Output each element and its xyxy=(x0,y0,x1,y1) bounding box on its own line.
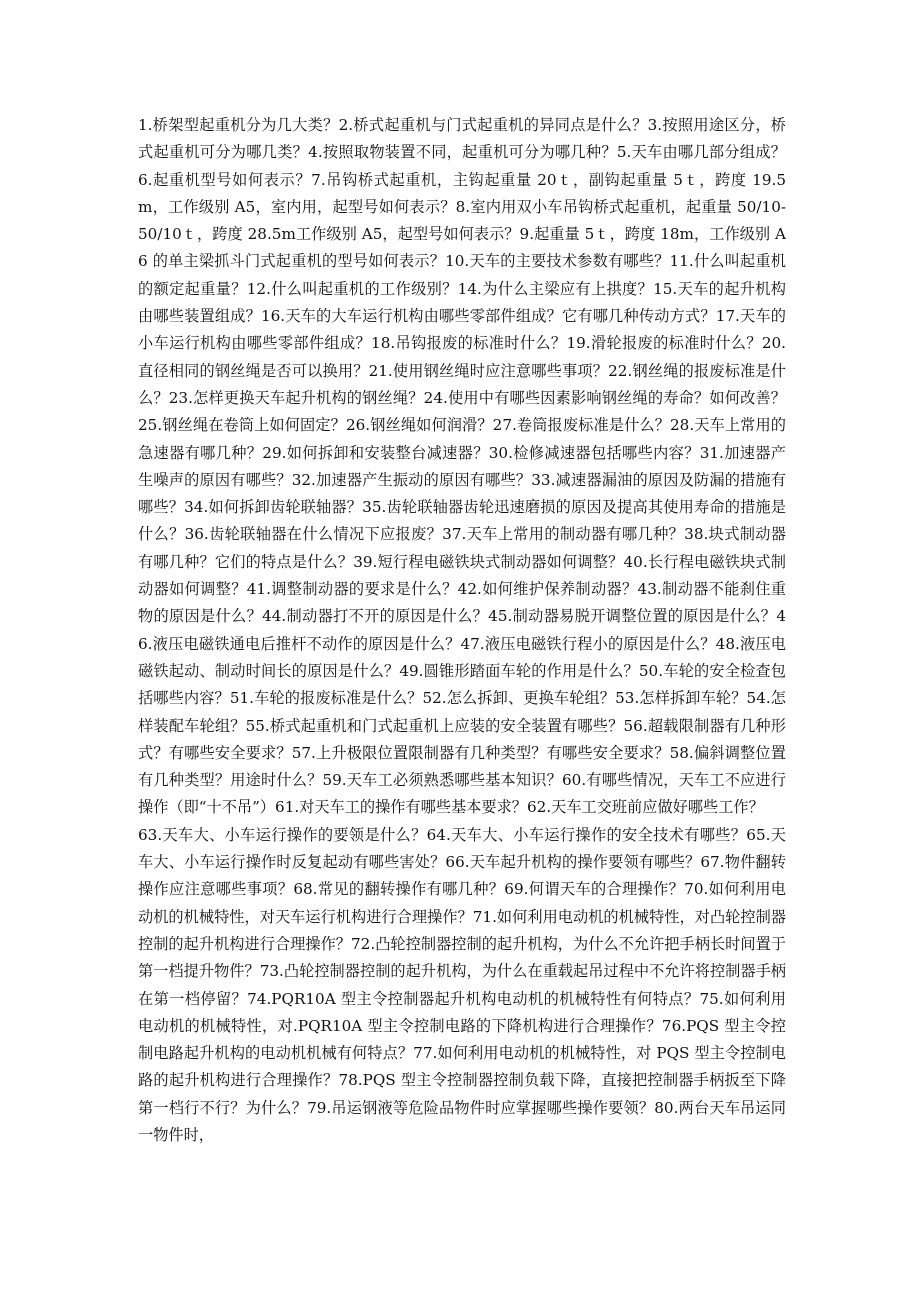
question-paragraph-2: 63.天车大、小车运行操作的要领是什么？64.天车大、小车运行操作的安全技术有哪些？65.天车大、小车运行操作时反复起动有哪些害处？66.天车起升机构的操作要领有哪些？67.物件翻转操作应注意哪些事项？68.常见的翻转操作有哪几种？69.何谓天车的合理操作？70.如何利用电动机的机械特性，对天车运行机构进行合理操作？71.如何利用电动机的机械特性，对凸轮控制器控制的起升机构进行合理操作？72.凸轮控制器控制的起升机构，为什么不允许把手柄长时间置于第一档提升物件？73.凸轮控制器控制的起升机构，为什么在重载起吊过程中不允许将控制器手柄在第一档停留？74.PQR10A 型主令控制器起升机构电动机的机械特性有何特点？75.如何利用电动机的机械特性，对.PQR10A 型主令控制电路的下降机构进行合理操作？76.PQS 型主令控制电路起升机构的电动机机械有何特点？77.如何利用电动机的机械特性，对 PQS 型主令控制电路的起升机构进行合理操作？78.PQS 型主令控制器控制负载下降，直接把控制器手柄扳至下降第一档行不行？为什么？79.吊运钢液等危险品物件时应掌握哪些操作要领？80.两台天车吊运同一物件时， xyxy=(138,825,786,1144)
document-body xyxy=(138,112,786,1149)
question-paragraph-1: 1.桥架型起重机分为几大类？2.桥式起重机与门式起重机的异同点是什么？3.按照用途区分，桥式起重机可分为哪几类？4.按照取物装置不同，起重机可分为哪几种？5.天车由哪几部分组成？6.起重机型号如何表示？7.吊钩桥式起重机，主钩起重量 20ｔ，副钩起重量 5ｔ，跨度 19.5m，工作级别 A5，室内用，起型号如何表示？8.室内用双小车吊钩桥式起重机，起重量 50/10-50/10ｔ，跨度 28.5m工作级别 A5，起型号如何表示？9.起重量 5ｔ，跨度 18m，工作级别 A6 的单主梁抓斗门式起重机的型号如何表示？10.天车的主要技术参数有哪些？11.什么叫起重机的额定起重量？12.什么叫起重机的工作级别？14.为什么主梁应有上拱度？15.天车的起升机构由哪些装置组成？16.天车的大车运行机构由哪些零部件组成？它有哪几种传动方式？17.天车的小车运行机构由哪些零部件组成？18.吊钩报废的标准时什么？19.滑轮报废的标准时什么？20.直径相同的钢丝绳是否可以换用？21.使用钢丝绳时应注意哪些事项？22.钢丝绳的报废标准是什么？23.怎样更换天车起升机构的钢丝绳？24.使用中有哪些因素影响钢丝绳的寿命？如何改善？25.钢丝绳在卷筒上如何固定？26.钢丝绳如何润滑？27.卷筒报废标准是什么？28.天车上常用的急速器有哪几种？29.如何拆卸和安装整台减速器？30.检修减速器包括哪些内容？31.加速器产生噪声的原因有哪些？32.加速器产生振动的原因有哪些？33.减速器漏油的原因及防漏的措施有哪些？34.如何拆卸齿轮联轴器？35.齿轮联轴器齿轮迅速磨损的原因及提高其使用寿命的措施是什么？36.齿轮联轴器在什么情况下应报废？37.天车上常用的制动器有哪几种？38.块式制动器有哪几种？它们的特点是什么？39.短行程电磁铁块式制动器如何调整？40.长行程电磁铁块式制动器如何调整？41.调整制动器的要求是什么？42.如何维护保养制动器？43.制动器不能刹住重物的原因是什么？44.制动器打不开的原因是什么？45.制动器易脱开调整位置的原因是什么？46.液压电磁铁通电后推杆不动作的原因是什么？47.液压电磁铁行程小的原因是什么？48.液压电磁铁起动、制动时间长的原因是什么？49.圆锥形踏面车轮的作用是什么？50.车轮的安全检查包括哪些内容？51.车轮的报废标准是什么？52.怎么拆卸、更换车轮组？53.怎样拆卸车轮？54.怎样装配车轮组？55.桥式起重机和门式起重机上应装的安全装置有哪些？56.超载限制器有几种形式？有哪些安全要求？57.上升极限位置限制器有几种类型？有哪些安全要求？58.偏斜调整位置有几种类型？用途时什么？59.天车工必须熟悉哪些基本知识？60.有哪些情况，天车工不应进行操作（即“十不吊”）61.对天车工的操作有哪些基本要求？62.天车工交班前应做好哪些工作？ xyxy=(138,116,786,817)
